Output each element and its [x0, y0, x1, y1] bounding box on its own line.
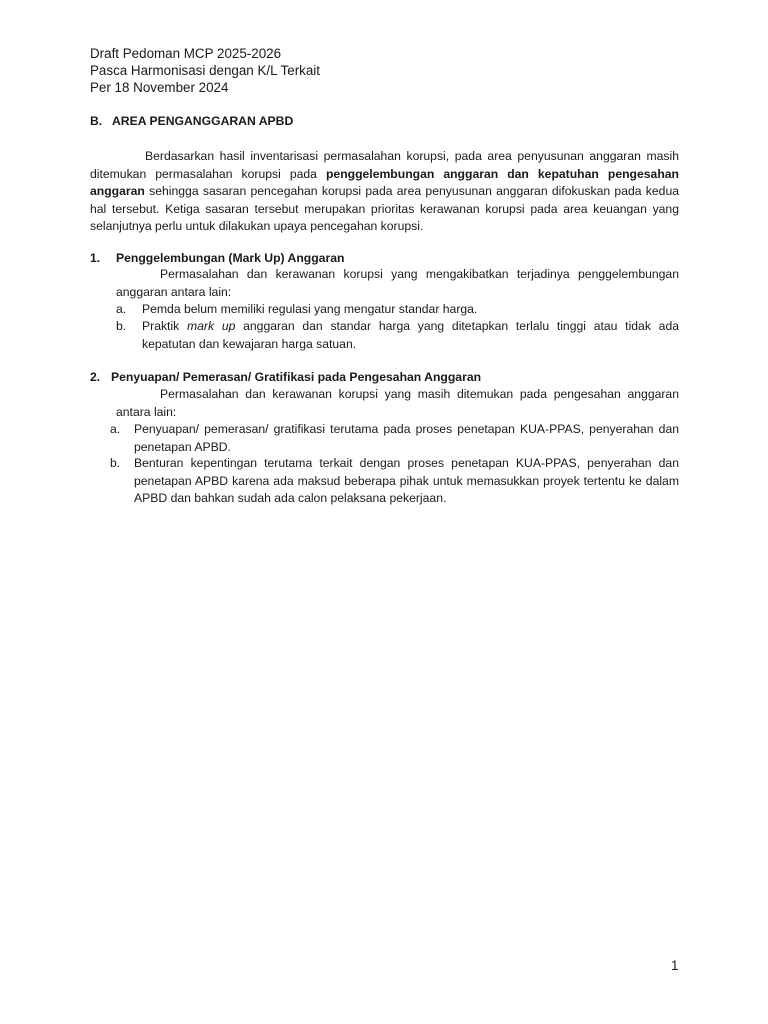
subsection-1-heading	[90, 251, 344, 265]
section-title: AREA PENGANGGARAN APBD	[112, 114, 294, 128]
subsection-1-item-b	[116, 318, 679, 353]
header-line-3: Per 18 November 2024	[90, 80, 229, 95]
header-line-2: Pasca Harmonisasi dengan K/L Terkait	[90, 63, 320, 78]
subsection-1-item-a-label: a.	[116, 302, 127, 316]
intro-text-2: sehingga sasaran pencegahan korupsi pada area penyusunan anggaran difokuskan pada kedua hal tersebut. Ketiga sasaran tersebut merupakan prioritas kerawanan korupsi pada area keuangan yang selanjutnya perlu untuk dilakukan upaya pencegahan korupsi.	[90, 184, 679, 234]
subsection-2-intro-text: Permasalahan dan kerawanan korupsi yang masih ditemukan pada pengesahan anggaran antara lain:	[116, 387, 679, 419]
subsection-2-item-b-label: b.	[110, 456, 121, 470]
subsection-2-item-a	[110, 421, 679, 456]
subsection-1-item-a-text: Pemda belum memiliki regulasi yang mengatur standar harga.	[142, 302, 478, 316]
subsection-2-item-a-text: Penyuapan/ pemerasan/ gratifikasi terutama pada proses penetapan KUA-PPAS, penyerahan dan penetapan APBD.	[134, 422, 679, 454]
subsection-2-item-a-label: a.	[110, 422, 121, 436]
subsection-2-heading	[90, 370, 481, 384]
subsection-1-item-b-text-1: Praktik	[142, 319, 187, 333]
subsection-1-item-a	[116, 301, 679, 319]
subsection-1-item-b-label: b.	[116, 319, 127, 333]
intro-bold-text: penggelembungan anggaran dan kepatuhan pengesahan anggaran	[90, 166, 679, 199]
page-number: 1	[671, 958, 679, 973]
header-line-1: Draft Pedoman MCP 2025-2026	[90, 46, 282, 61]
subsection-1-title: Penggelembungan (Mark Up) Anggaran	[116, 251, 345, 265]
subsection-1-intro	[116, 266, 679, 301]
subsection-2-number: 2.	[90, 370, 101, 384]
section-heading	[90, 114, 293, 128]
subsection-1-number: 1.	[90, 251, 101, 265]
subsection-2-item-b-text: Benturan kepentingan terutama terkait dengan proses penetapan KUA-PPAS, penyerahan dan penetapan APBD karena ada maksud beberapa pihak untuk memasukkan proyek tertentu ke dalam APBD dan bahkan sudah ada calon pelaksana pekerjaan.	[134, 456, 679, 506]
subsection-2-item-b	[110, 455, 679, 508]
intro-paragraph	[90, 148, 679, 236]
section-number: B.	[90, 114, 103, 128]
subsection-2-title: Penyuapan/ Pemerasan/ Gratifikasi pada Pengesahan Anggaran	[111, 370, 482, 384]
subsection-1-intro-text: Permasalahan dan kerawanan korupsi yang mengakibatkan terjadinya penggelembungan anggaran antara lain:	[116, 267, 679, 299]
intro-text-1: Berdasarkan hasil inventarisasi permasalahan korupsi, pada area penyusunan anggaran masih ditemukan permasalahan korupsi pada	[90, 149, 679, 181]
subsection-1-item-b-text-2: anggaran dan standar harga yang ditetapkan terlalu tinggi atau tidak ada kepatutan dan kewajaran harga satuan.	[142, 319, 679, 351]
subsection-1-item-b-italic: mark up	[187, 319, 236, 333]
subsection-2-intro	[116, 386, 679, 421]
